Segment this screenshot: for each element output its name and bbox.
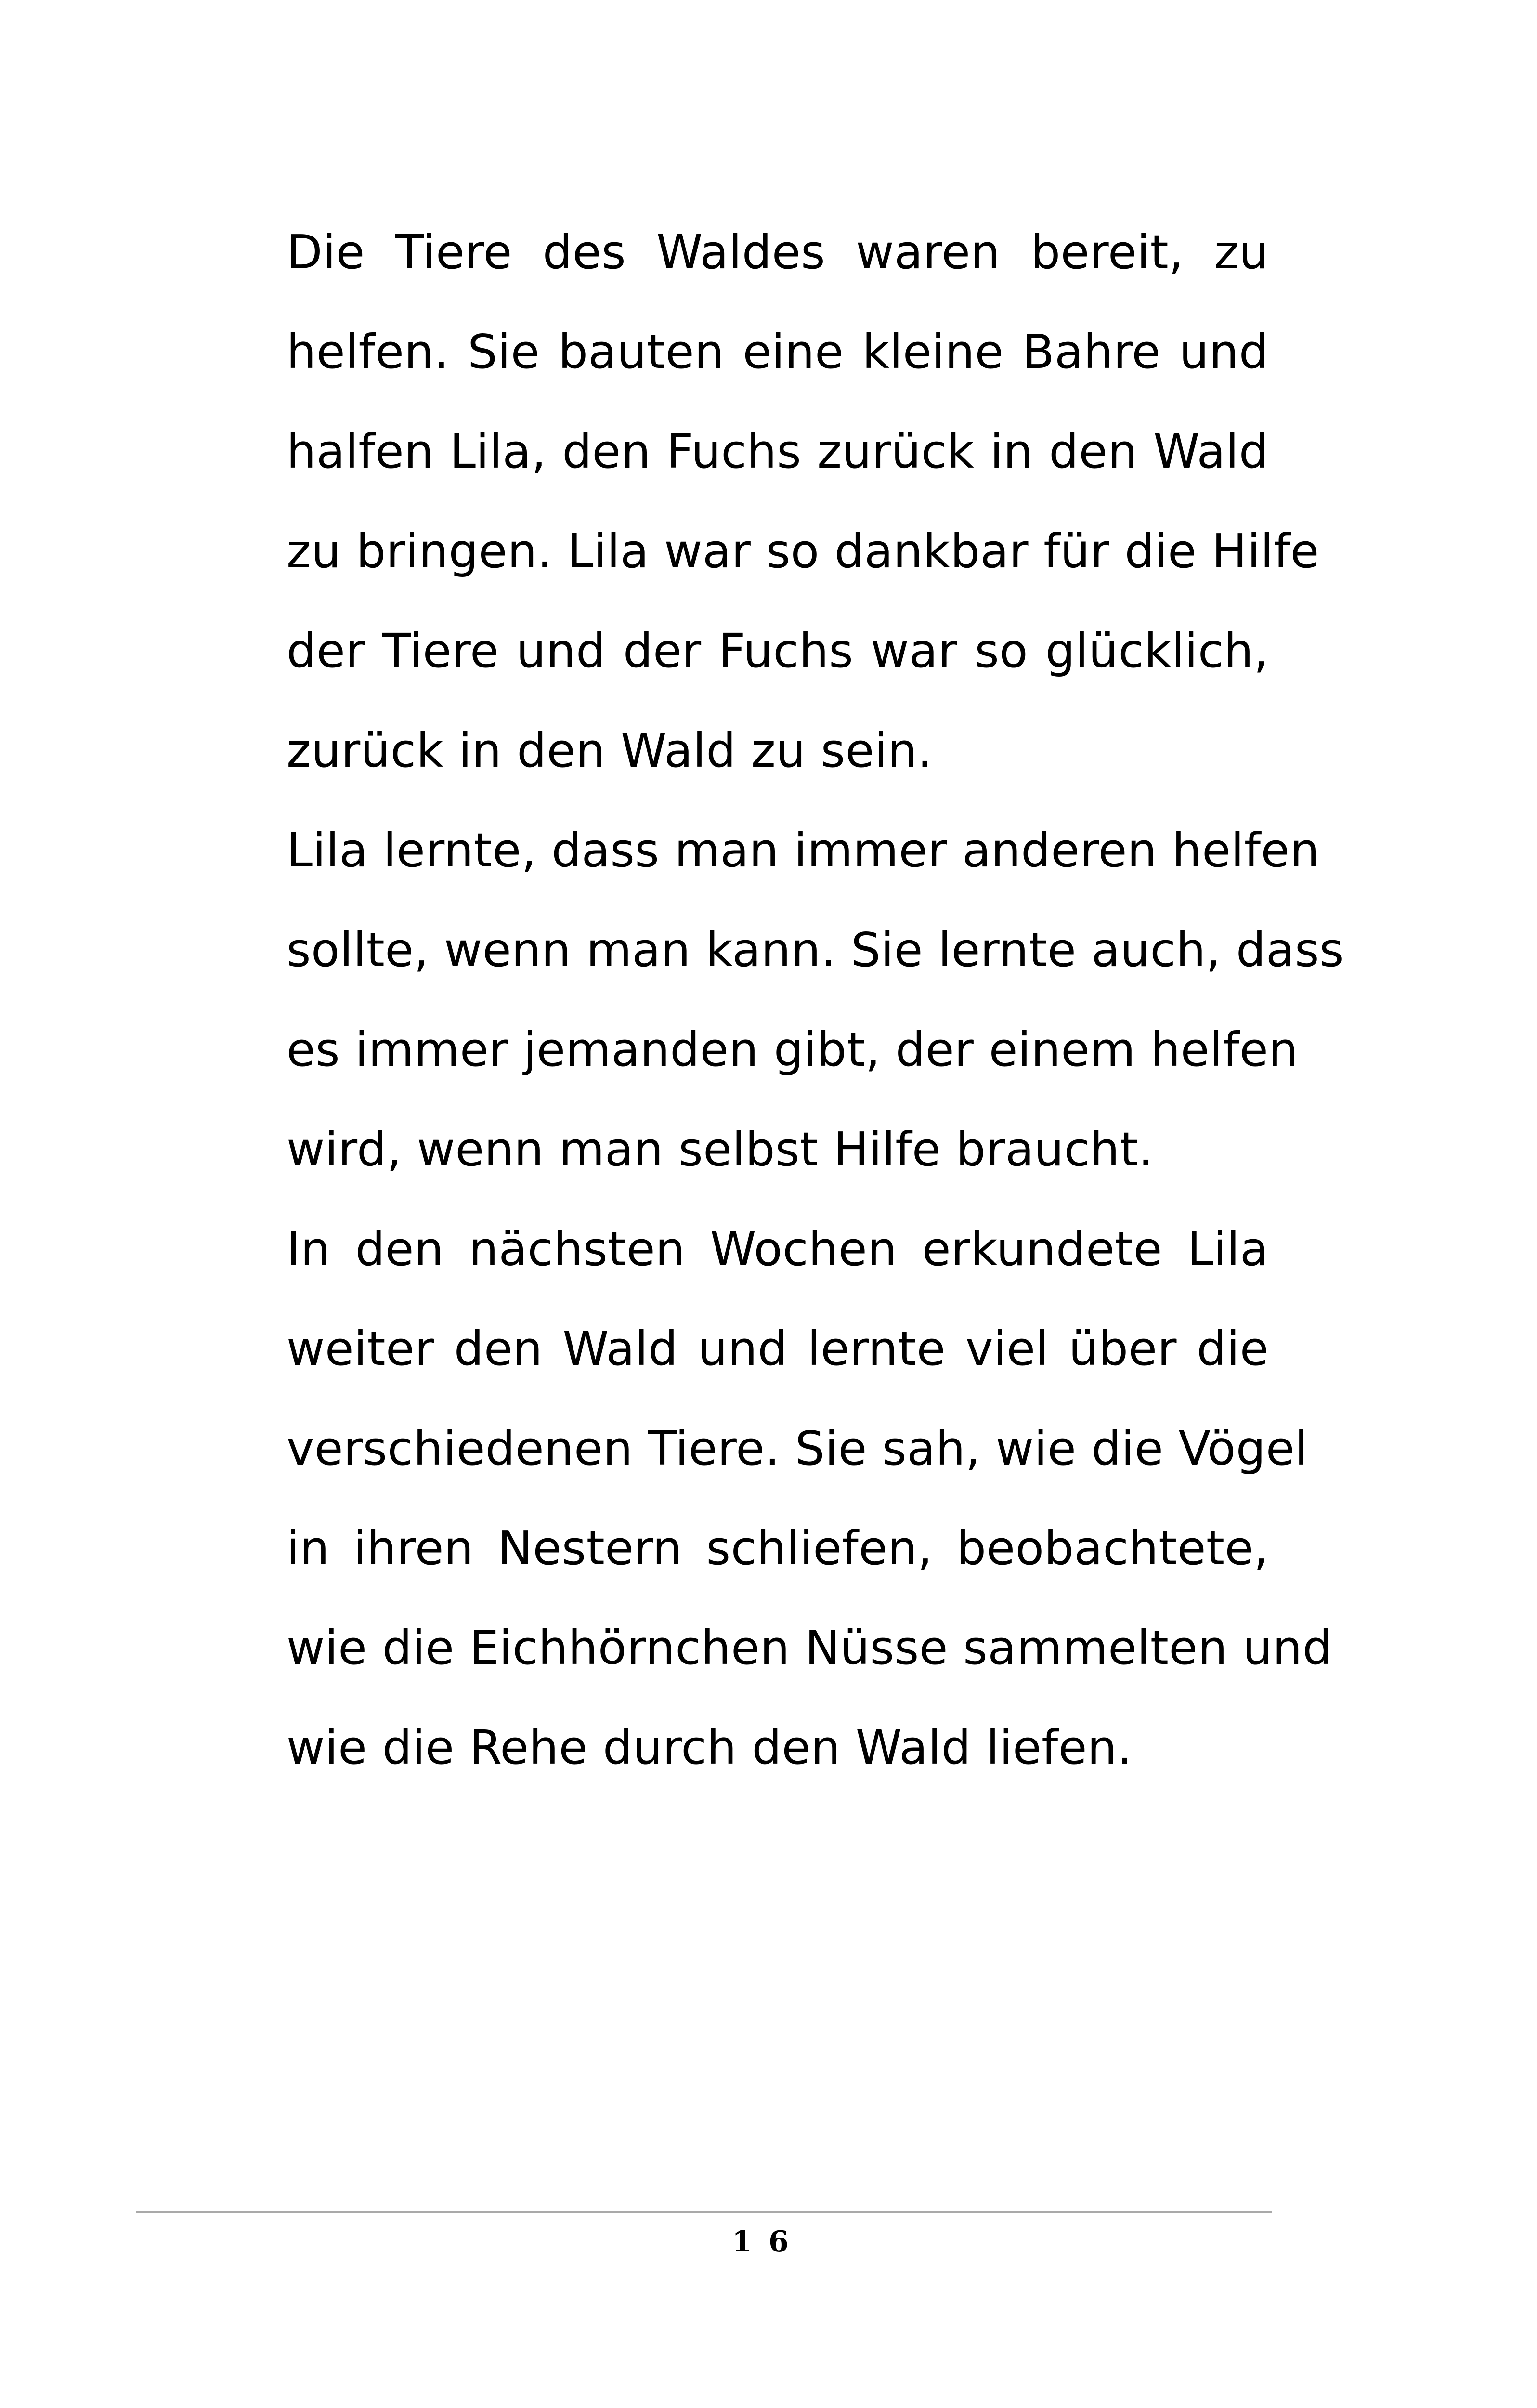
text-line: wie die Rehe durch den Wald liefen. <box>287 1720 1133 1775</box>
text-line: sollte, wenn man kann. Sie lernte auch, dass <box>287 923 1344 977</box>
text-line: wird, wenn man selbst Hilfe braucht. <box>287 1122 1154 1177</box>
text-line: weiter den Wald und lernte viel über die <box>287 1322 1269 1376</box>
page-number: 16 <box>732 2225 805 2259</box>
text-line: wie die Eichhörnchen Nüsse sammelten und <box>287 1621 1332 1675</box>
text-line: In den nächsten Wochen erkundete Lila <box>287 1222 1269 1276</box>
text-line: zu bringen. Lila war so dankbar für die Hilfe <box>287 524 1319 578</box>
text-line: helfen. Sie bauten eine kleine Bahre und <box>287 325 1269 379</box>
text-line: Die Tiere des Waldes waren bereit, zu <box>287 225 1269 279</box>
text-line: es immer jemanden gibt, der einem helfen <box>287 1022 1299 1077</box>
text-line: Lila lernte, dass man immer anderen helfen <box>287 823 1320 877</box>
text-line: der Tiere und der Fuchs war so glücklich, <box>287 624 1269 678</box>
text-line: halfen Lila, den Fuchs zurück in den Wald <box>287 424 1269 479</box>
text-line: in ihren Nestern schliefen, beobachtete, <box>287 1521 1269 1575</box>
footer-divider <box>136 2211 1272 2213</box>
text-line: verschiedenen Tiere. Sie sah, wie die Vögel <box>287 1421 1308 1476</box>
story-text <box>287 202 1344 1797</box>
text-line: zurück in den Wald zu sein. <box>287 723 933 778</box>
